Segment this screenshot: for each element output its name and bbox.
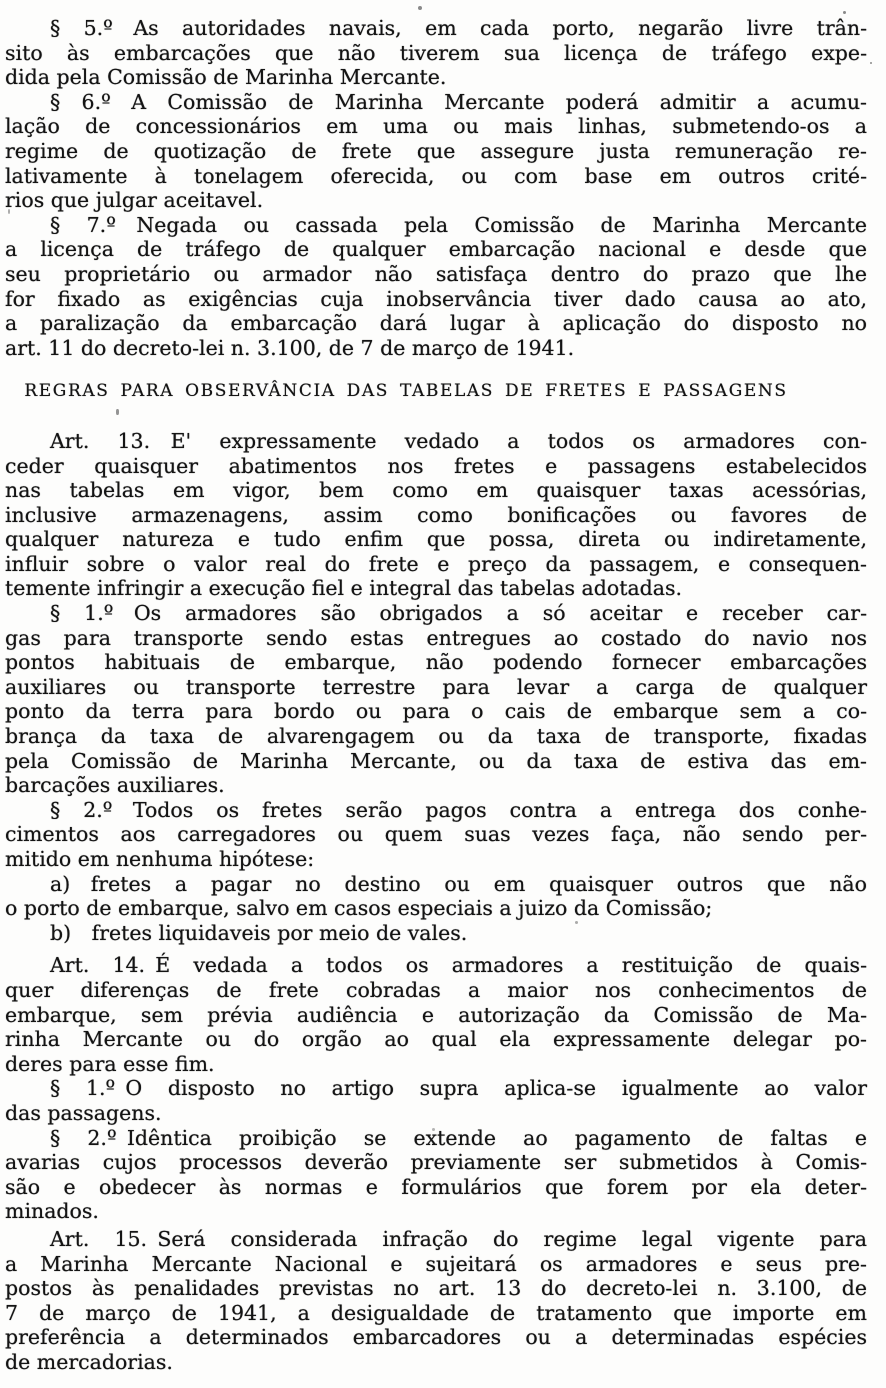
text-line: Art. 14. É vedada a todos os armadores a restituição de quais- bbox=[50, 953, 867, 978]
text-line: a licença de tráfego de qualquer embarcação nacional e desde que bbox=[5, 237, 867, 262]
list-item-b bbox=[5, 921, 867, 946]
text-line: cimentos aos carregadores ou quem suas vezes faça, não sendo per- bbox=[5, 822, 867, 847]
text-line: § 2.º Idêntica proibição se extende ao pagamento de faltas e bbox=[50, 1125, 867, 1150]
text-line: ceder quaisquer abatimentos nos fretes e passagens estabelecidos bbox=[5, 453, 867, 478]
text-line: § 7.º Negada ou cassada pela Comissão de Marinha Mercante bbox=[50, 212, 867, 237]
text-line: rinha Mercante ou do orgão ao qual ela expressamente delegar po- bbox=[5, 1027, 867, 1052]
text-line: mitido em nenhuma hipótese: bbox=[5, 847, 315, 871]
para-art14-par1 bbox=[5, 1076, 867, 1125]
para-art13-par2 bbox=[5, 798, 867, 872]
para-5 bbox=[5, 16, 867, 90]
text-line: sito às embarcações que não tiverem sua licença de tráfego expe- bbox=[5, 40, 867, 65]
text-line: pela Comissão de Marinha Mercante, ou da taxa de estiva das em- bbox=[5, 748, 867, 773]
text-line: dida pela Comissão de Marinha Mercante. bbox=[5, 65, 447, 90]
para-7 bbox=[5, 213, 867, 361]
text-line: § 2.º Todos os fretes serão pagos contra a entrega dos conhe- bbox=[50, 797, 867, 822]
text-line: embarque, sem prévia audiência e autorização da Comissão de Ma- bbox=[5, 1002, 867, 1027]
scan-speck bbox=[116, 409, 119, 415]
text-line: das passagens. bbox=[5, 1100, 162, 1125]
para-art15 bbox=[5, 1227, 867, 1375]
para-art14-par2 bbox=[5, 1126, 867, 1224]
text-line: rios que julgar aceitavel. bbox=[5, 188, 264, 213]
text-line: preferência a determinados embarcadores ou a determinadas espécies bbox=[5, 1325, 867, 1350]
text-line: são e obedecer às normas e formulários que forem por ela deter- bbox=[5, 1174, 867, 1199]
text-line: § 5.º As autoridades navais, em cada porto, negarão livre trân- bbox=[50, 16, 867, 40]
text-line: influir sobre o valor real do frete e preço da passagem, e consequen- bbox=[5, 551, 867, 576]
text-line: § 1.º Os armadores são obrigados a só aceitar e receber car- bbox=[50, 601, 867, 626]
scan-speck bbox=[432, 1128, 435, 1131]
text-line: lação de concessionários em uma ou mais linhas, submetendo-os a bbox=[5, 114, 867, 139]
para-art13-par1 bbox=[5, 601, 867, 798]
text-line: a paralização da embarcação dará lugar à aplicação do disposto no bbox=[5, 311, 867, 336]
text-line: seu proprietário ou armador não satisfaça dentro do prazo que lhe bbox=[5, 261, 867, 286]
scan-speck bbox=[575, 921, 578, 924]
text-line: Art. 15. Será considerada infração do regime legal vigente para bbox=[50, 1226, 867, 1251]
text-line: lativamente à tonelagem oferecida, ou com base em outros crité- bbox=[5, 163, 867, 188]
scan-speck bbox=[418, 6, 422, 10]
text-line: a) fretes a pagar no destino ou em quaisquer outros que não bbox=[50, 871, 867, 896]
text-line: art. 11 do decreto-lei n. 3.100, de 7 de março de 1941. bbox=[5, 335, 575, 360]
para-art14 bbox=[5, 953, 867, 1076]
scan-speck bbox=[8, 209, 10, 214]
para-6 bbox=[5, 90, 867, 213]
text-line: minados. bbox=[5, 1199, 99, 1224]
scan-speck bbox=[843, 11, 846, 14]
text-line: avarias cujos processos deverão previamente ser submetidos à Comis- bbox=[5, 1150, 867, 1175]
text-line: 7 de março de 1941, a desigualdade de tratamento que importe em bbox=[5, 1300, 867, 1325]
text-line: regime de quotização de frete que assegure justa remuneração re- bbox=[5, 138, 867, 163]
scan-speck bbox=[870, 62, 872, 64]
text-line: o porto de embarque, salvo em casos especiais a juizo da Comissão; bbox=[5, 896, 713, 921]
text-line: de mercadorias. bbox=[5, 1349, 173, 1374]
para-art13 bbox=[5, 429, 867, 601]
text-line: nas tabelas em vigor, bem como em quaisquer taxas acessórias, bbox=[5, 478, 867, 503]
text-line: § 6.º A Comissão de Marinha Mercante poderá admitir a acumu- bbox=[50, 89, 867, 114]
list-item-a bbox=[5, 872, 867, 921]
section-heading: REGRAS PARA OBSERVÂNCIA DAS TABELAS DE FRETES E PASSAGENS bbox=[24, 381, 788, 402]
text-line: ponto da terra para bordo ou para o cais de embarque sem a co- bbox=[5, 699, 867, 724]
text-line: qualquer natureza e tudo enfim que possa, direta ou indiretamente, bbox=[5, 527, 867, 552]
legal-text-body bbox=[5, 16, 867, 1374]
text-line: for fixado as exigências cuja inobservância tiver dado causa ao ato, bbox=[5, 286, 867, 311]
text-line: b) fretes liquidaveis por meio de vales. bbox=[50, 920, 468, 945]
text-line: brança da taxa de alvarengagem ou da taxa de transporte, fixadas bbox=[5, 724, 867, 749]
text-line: a Marinha Mercante Nacional e sujeitará os armadores e seus pre- bbox=[5, 1251, 867, 1276]
text-line: postos às penalidades previstas no art. 13 do decreto-lei n. 3.100, de bbox=[5, 1276, 867, 1301]
text-line: barcações auxiliares. bbox=[5, 773, 225, 798]
text-line: deres para esse fim. bbox=[5, 1051, 215, 1076]
text-line: § 1.º O disposto no artigo supra aplica-se igualmente ao valor bbox=[50, 1076, 867, 1101]
text-line: auxiliares ou transporte terrestre para levar a carga de qualquer bbox=[5, 674, 867, 699]
text-line: quer diferenças de frete cobradas a maior nos conhecimentos de bbox=[5, 977, 867, 1002]
text-line: inclusive armazenagens, assim como bonificações ou favores de bbox=[5, 502, 867, 527]
text-line: Art. 13. E' expressamente vedado a todos os armadores con- bbox=[50, 428, 867, 453]
text-line: temente infringir a execução fiel e integral das tabelas adotadas. bbox=[5, 576, 683, 601]
text-line: pontos habituais de embarque, não podendo fornecer embarcações bbox=[5, 650, 867, 675]
text-line: gas para transporte sendo estas entregues ao costado do navio nos bbox=[5, 625, 867, 650]
